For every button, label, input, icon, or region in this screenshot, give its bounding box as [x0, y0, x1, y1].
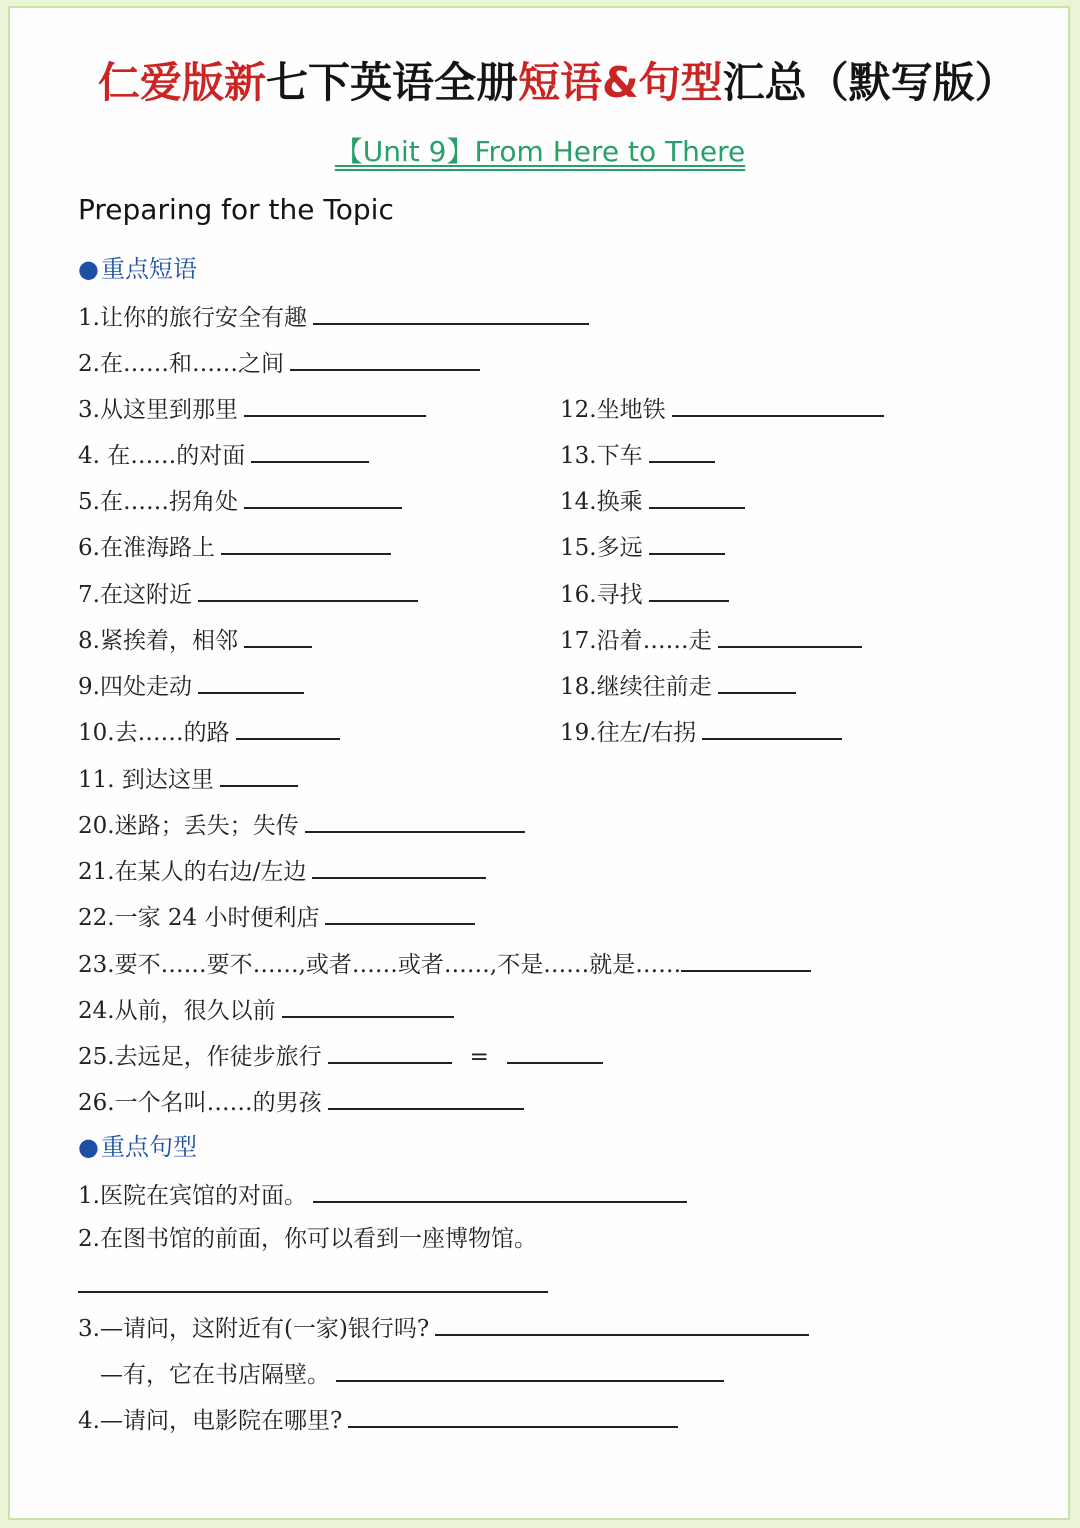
unit-heading: 【Unit 9】From Here to There — [334, 135, 746, 168]
title-part-2: 七下英语全册 — [266, 58, 519, 107]
sentence-text: 3.—请问，这附近有(一家)银行吗? — [78, 1316, 430, 1342]
sentences-section-heading — [78, 1130, 197, 1164]
answer-blank[interactable] — [244, 483, 402, 509]
phrase-text: 16.寻找 — [560, 582, 643, 608]
answer-blank[interactable] — [244, 622, 312, 648]
answer-blank[interactable] — [507, 1038, 603, 1064]
sentence-item — [78, 1223, 537, 1255]
answer-blank[interactable] — [649, 576, 729, 602]
answer-blank[interactable] — [305, 807, 525, 833]
phrase-text: 23.要不……要不……,或者……或者……,不是……就是…… — [78, 952, 682, 978]
phrase-text: 15.多远 — [560, 535, 643, 561]
phrase-text: 22.一家 24 小时便利店 — [78, 905, 320, 931]
topic-heading: Preparing for the Topic — [78, 193, 394, 226]
title-part-4: 汇总（默写版） — [722, 58, 1017, 107]
phrase-item — [560, 391, 884, 426]
phrase-text: 10.去……的路 — [78, 720, 230, 746]
bullet-icon: ● — [78, 255, 99, 283]
answer-blank[interactable] — [649, 483, 745, 509]
sentence-item — [78, 1177, 687, 1212]
sentence-item — [78, 1402, 678, 1437]
answer-blank[interactable] — [282, 992, 454, 1018]
answer-blank[interactable] — [649, 437, 715, 463]
equals-sign: = — [469, 1044, 489, 1070]
phrase-item — [78, 483, 402, 518]
phrase-item — [560, 483, 745, 518]
phrase-text: 9.四处走动 — [78, 674, 192, 700]
answer-blank[interactable] — [435, 1310, 809, 1336]
answer-blank[interactable] — [328, 1038, 452, 1064]
phrase-item — [78, 1038, 603, 1073]
sentence-item — [100, 1356, 724, 1391]
phrase-item — [78, 576, 418, 611]
phrases-section-label: 重点短语 — [100, 255, 197, 283]
answer-blank[interactable] — [718, 668, 796, 694]
phrase-item — [78, 992, 454, 1027]
phrase-text: 12.坐地铁 — [560, 397, 666, 423]
phrase-text: 5.在……拐角处 — [78, 489, 238, 515]
answer-blank[interactable] — [348, 1402, 678, 1428]
answer-blank[interactable] — [336, 1356, 724, 1382]
phrase-item — [560, 714, 842, 749]
phrase-text: 2.在……和……之间 — [78, 351, 284, 377]
phrase-item — [78, 668, 304, 703]
sentence-text: 4.—请问，电影院在哪里? — [78, 1408, 343, 1434]
phrase-text: 21.在某人的右边/左边 — [78, 859, 307, 885]
phrase-text: 20.迷路；丢失；失传 — [78, 813, 299, 839]
answer-blank[interactable] — [718, 622, 862, 648]
answer-blank[interactable] — [681, 946, 811, 972]
sentence-text: 1.医院在宾馆的对面。 — [78, 1183, 307, 1209]
sentence-text: 2.在图书馆的前面，你可以看到一座博物馆。 — [78, 1226, 537, 1252]
phrase-text: 18.继续往前走 — [560, 674, 712, 700]
phrase-text: 6.在淮海路上 — [78, 535, 215, 561]
phrase-item — [78, 529, 391, 564]
answer-blank[interactable] — [290, 345, 480, 371]
phrase-text: 4. 在……的对面 — [78, 443, 246, 469]
phrase-item — [560, 437, 715, 472]
answer-blank[interactable] — [672, 391, 884, 417]
answer-blank[interactable] — [244, 391, 426, 417]
phrase-text: 3.从这里到那里 — [78, 397, 238, 423]
answer-blank[interactable] — [312, 853, 486, 879]
phrase-item — [78, 761, 298, 796]
phrase-item — [78, 853, 486, 888]
answer-blank[interactable] — [198, 668, 304, 694]
sentence-text: —有，它在书店隔壁。 — [100, 1362, 330, 1388]
answer-blank[interactable] — [251, 437, 369, 463]
title-part-3: 短语&句型 — [518, 58, 723, 107]
phrase-text: 8.紧挨着，相邻 — [78, 628, 238, 654]
phrase-item — [78, 391, 426, 426]
answer-blank[interactable] — [702, 714, 842, 740]
phrase-item — [560, 668, 796, 703]
phrase-item — [78, 299, 589, 334]
sentences-section-label: 重点句型 — [100, 1133, 197, 1161]
answer-blank[interactable] — [325, 899, 475, 925]
answer-blank[interactable] — [78, 1291, 548, 1293]
bullet-icon: ● — [78, 1133, 99, 1161]
phrase-text: 7.在这附近 — [78, 582, 192, 608]
phrase-item — [78, 807, 525, 842]
answer-blank[interactable] — [198, 576, 418, 602]
answer-blank[interactable] — [328, 1084, 524, 1110]
phrase-text: 26.一个名叫……的男孩 — [78, 1090, 322, 1116]
answer-blank[interactable] — [649, 529, 725, 555]
phrase-text: 11. 到达这里 — [78, 767, 214, 793]
phrase-item — [78, 622, 312, 657]
phrase-text: 1.让你的旅行安全有趣 — [78, 305, 307, 331]
phrase-item — [560, 576, 729, 611]
title-part-1: 仁爱版新 — [98, 58, 267, 107]
phrase-item — [78, 1084, 524, 1119]
phrase-text: 25.去远足，作徒步旅行 — [78, 1044, 322, 1070]
phrases-section-heading — [78, 252, 197, 286]
answer-blank[interactable] — [236, 714, 340, 740]
phrase-item — [78, 946, 811, 981]
answer-blank[interactable] — [220, 761, 298, 787]
phrase-item — [78, 714, 340, 749]
phrase-text: 24.从前，很久以前 — [78, 998, 276, 1024]
phrase-text: 14.换乘 — [560, 489, 643, 515]
page-title — [98, 58, 1038, 108]
sentence-item — [78, 1310, 809, 1345]
phrase-item — [560, 622, 862, 657]
phrase-item — [78, 899, 475, 934]
unit-heading-row — [0, 132, 1080, 172]
phrase-text: 13.下车 — [560, 443, 643, 469]
phrase-text: 19.往左/右拐 — [560, 720, 697, 746]
phrase-text: 17.沿着……走 — [560, 628, 712, 654]
answer-blank[interactable] — [221, 529, 391, 555]
phrase-item — [78, 437, 369, 472]
phrase-item — [560, 529, 725, 564]
answer-blank[interactable] — [313, 299, 589, 325]
answer-blank[interactable] — [313, 1177, 687, 1203]
phrase-item — [78, 345, 480, 380]
